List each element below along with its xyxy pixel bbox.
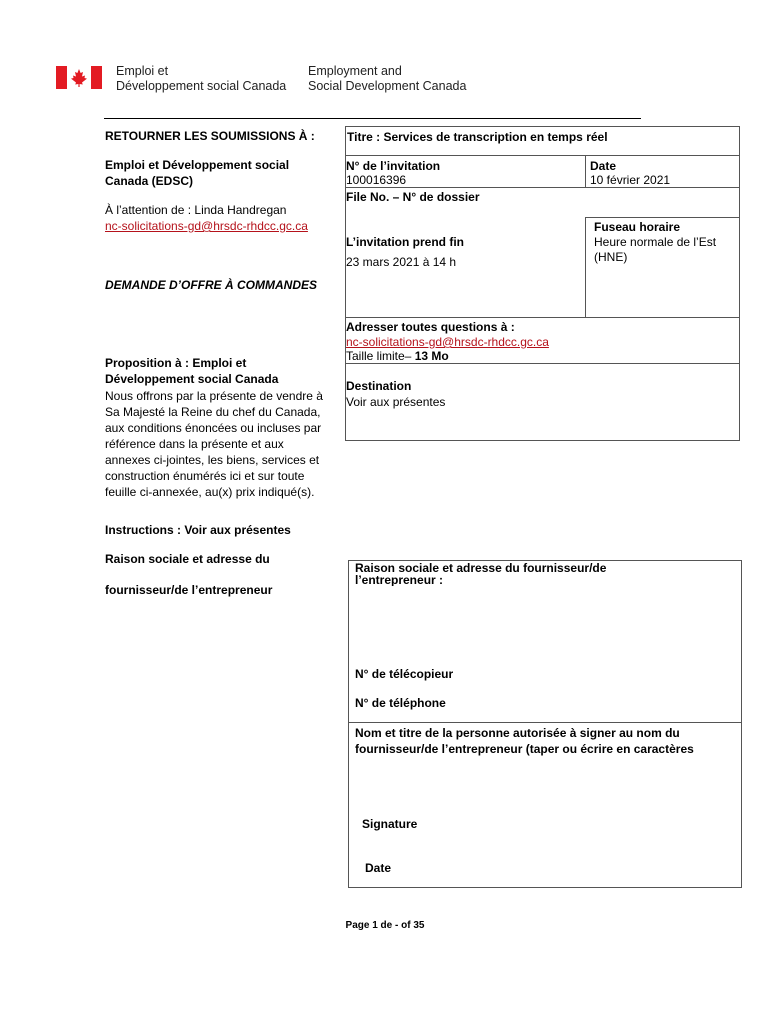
size-limit-value: 13 Mo bbox=[414, 349, 449, 363]
offer-line: référence dans la présente et aux bbox=[105, 437, 284, 451]
phone-label: N° de téléphone bbox=[355, 696, 446, 710]
signature-label: Signature bbox=[362, 817, 418, 831]
invitation-number: 100016396 bbox=[346, 173, 407, 187]
divider bbox=[345, 317, 740, 318]
divider bbox=[585, 155, 586, 187]
dept-name-en bbox=[308, 64, 466, 94]
date-label: Date bbox=[590, 159, 617, 173]
divider bbox=[585, 217, 740, 218]
supplier-heading-line2: l’entrepreneur : bbox=[355, 573, 444, 586]
signer-heading bbox=[355, 725, 694, 757]
supplier-heading bbox=[355, 562, 606, 586]
return-heading: RETOURNER LES SOUMISSIONS À : bbox=[105, 129, 315, 143]
return-email-link[interactable]: nc-solicitations-gd@hrsdc-rhdcc.gc.ca bbox=[105, 219, 308, 233]
timezone-line2: (HNE) bbox=[594, 250, 628, 264]
supplier-heading-line1: Raison sociale et adresse du fournisseur/de bbox=[355, 562, 607, 575]
timezone-line1: Heure normale de l’Est bbox=[594, 235, 717, 249]
timezone-label: Fuseau horaire bbox=[594, 220, 681, 234]
offer-text bbox=[105, 388, 345, 500]
request-heading: DEMANDE D’OFFRE À COMMANDES bbox=[105, 278, 317, 292]
closing-label: L’invitation prend fin bbox=[346, 235, 464, 249]
offer-line: Nous offrons par la présente de vendre à bbox=[105, 389, 323, 403]
attention-line: À l’attention de : Linda Handregan bbox=[105, 203, 287, 217]
dept-name-fr bbox=[116, 64, 286, 94]
divider bbox=[585, 217, 586, 317]
offer-line: construction énumérés ici et sur toute bbox=[105, 469, 305, 483]
department-name bbox=[105, 157, 289, 189]
proposal-heading bbox=[105, 355, 278, 387]
size-limit bbox=[346, 348, 449, 364]
dept-en-line1: Employment and bbox=[308, 64, 402, 78]
offer-line: aux conditions énoncées ou incluses par bbox=[105, 421, 322, 435]
header-divider bbox=[104, 118, 641, 119]
offer-line: feuille ci-annexée, au(x) prix indiqué(s). bbox=[105, 485, 315, 499]
questions-email-link[interactable]: nc-solicitations-gd@hrsdc-rhdcc.gc.ca bbox=[346, 335, 549, 349]
dept-en-line2: Social Development Canada bbox=[308, 79, 467, 93]
supplier-info-box bbox=[348, 560, 742, 888]
file-number-label: File No. – N° de dossier bbox=[346, 190, 480, 204]
department-name-line2: Canada (EDSC) bbox=[105, 174, 194, 188]
questions-label: Adresser toutes questions à : bbox=[346, 320, 515, 334]
destination-label: Destination bbox=[346, 379, 412, 393]
signer-line2: fournisseur/de l’entrepreneur (taper ou écrire en caractères bbox=[355, 742, 694, 756]
dept-fr-line1: Emploi et bbox=[116, 64, 169, 78]
dept-fr-line2: Développement social Canada bbox=[116, 79, 287, 93]
supplier-label-line1: Raison sociale et adresse du bbox=[105, 552, 270, 566]
signer-line1: Nom et titre de la personne autorisée à signer au nom du bbox=[355, 726, 680, 740]
department-name-line1: Emploi et Développement social bbox=[105, 158, 290, 172]
fax-label: N° de télécopieur bbox=[355, 667, 454, 681]
proposal-line1: Proposition à : Emploi et bbox=[105, 356, 247, 370]
proposal-line2: Développement social Canada bbox=[105, 372, 279, 386]
page-number: Page 1 de - of 35 bbox=[345, 920, 425, 931]
canada-flag-logo bbox=[56, 66, 102, 89]
offer-line: annexes ci-jointes, les biens, services et bbox=[105, 453, 320, 467]
divider bbox=[345, 155, 740, 156]
supplier-label-line2: fournisseur/de l’entrepreneur bbox=[105, 583, 273, 597]
destination-value: Voir aux présentes bbox=[346, 395, 446, 409]
closing-date: 23 mars 2021 à 14 h bbox=[346, 255, 457, 269]
signature-date-label: Date bbox=[365, 861, 392, 875]
offer-line: Sa Majesté la Reine du chef du Canada, bbox=[105, 405, 321, 419]
invitation-label: N° de l’invitation bbox=[346, 159, 441, 173]
size-limit-prefix: Taille limite– bbox=[346, 349, 415, 363]
date-value: 10 février 2021 bbox=[590, 173, 671, 187]
divider bbox=[348, 722, 742, 723]
solicitation-title: Titre : Services de transcription en temps réel bbox=[347, 130, 608, 144]
instructions-line: Instructions : Voir aux présentes bbox=[105, 523, 291, 537]
